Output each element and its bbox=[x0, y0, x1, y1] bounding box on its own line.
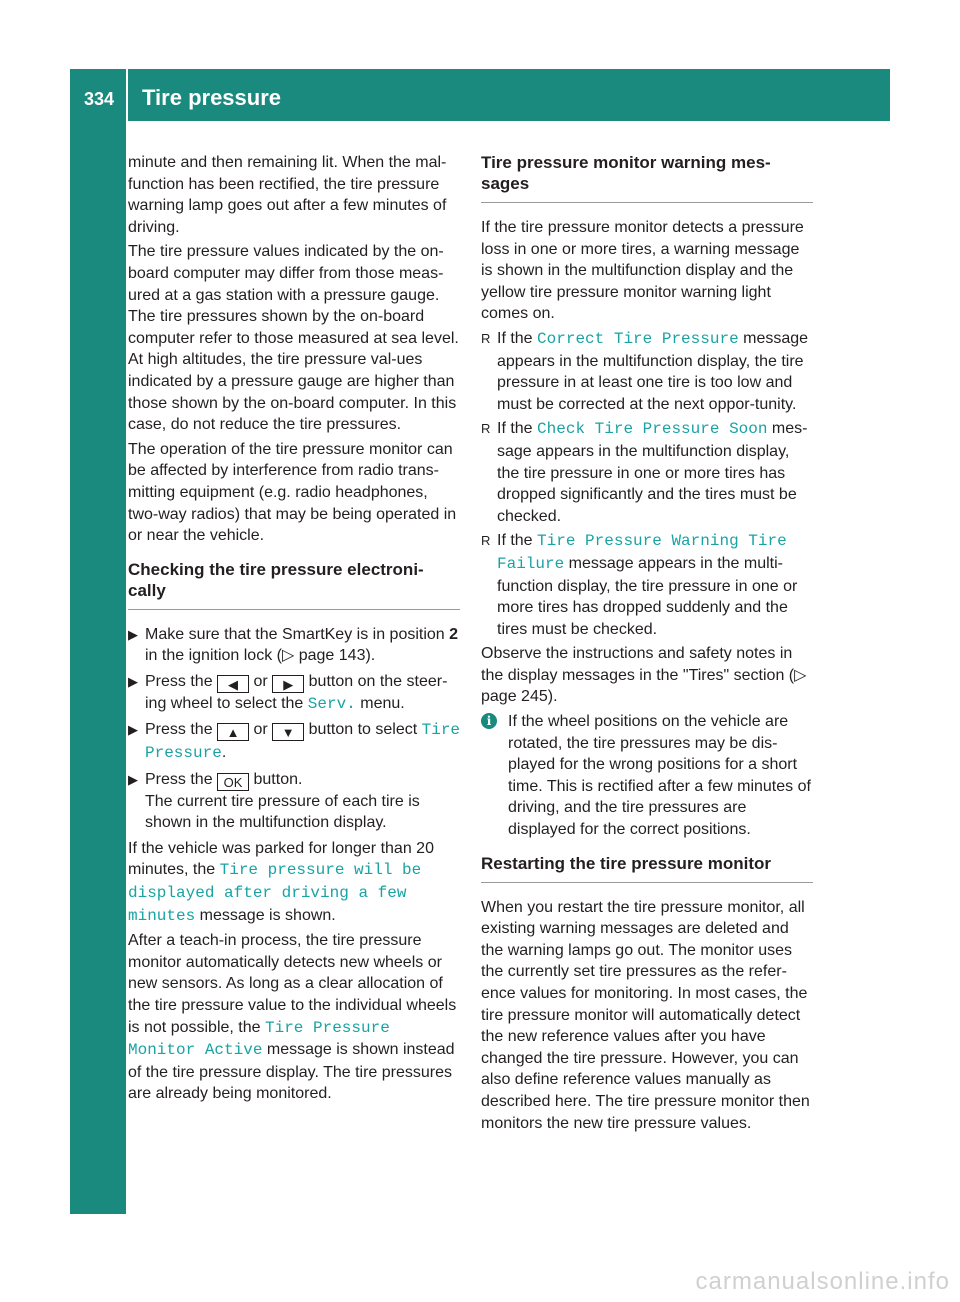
display-message: Tire pressure will be displayed after driving a few minutes bbox=[128, 861, 422, 925]
page-reference-link[interactable]: page 245). bbox=[481, 688, 558, 706]
paragraph: After a teach-in process, the tire pressure monitor automatically detects new wheels or new sensors. As long as a clear allocation of the tire pressure value to the individual wheels is not possible, the Tire Pressure Monitor Active message is shown instead of the tire pressure display. The tire pressures are already being monitored. bbox=[128, 932, 457, 1103]
page-reference-link[interactable]: page 143). bbox=[298, 647, 376, 665]
header-divider bbox=[126, 69, 128, 121]
right-key-icon: ▶ bbox=[272, 675, 304, 693]
bullet-item: R If the Correct Tire Pressure message appears in the multifunction display, the tire pressure in at least one tire is too low and must be corrected at the next oppor-tunity. bbox=[481, 329, 809, 413]
side-bar bbox=[70, 121, 126, 1214]
display-message: Tire Pressure bbox=[145, 721, 461, 763]
bullet-icon: R bbox=[481, 421, 491, 437]
step-arrow-icon: ▶ bbox=[128, 722, 138, 738]
paragraph: When you restart the tire pressure monitor, all existing warning messages are deleted and the warning lamps go out. The monitor uses the currently set tire pressures as the refer-ence values for monitoring. In most cases, the tire pressure monitor will automatically detect the new reference values after you have changed the tire pressure. However, you can also define reference values manually as described here. The tire pressure monitor then monitors the new tire pressure values. bbox=[481, 898, 810, 1132]
step-item: ▶ Press the ▲ or ▼ button to select Tire Pressure. bbox=[128, 721, 461, 763]
info-note: i If the wheel positions on the vehicle are rotated, the tire pressures may be dis-played for the wrong positions for a short time. This is rectified after a few minutes of driving, and the tire pressures are displayed for the correct positions. bbox=[481, 711, 813, 841]
step-item: ▶ Press the ◀ or ▶ button on the steer-ing wheel to select the Serv. menu. bbox=[128, 672, 448, 713]
step-arrow-icon: ▶ bbox=[128, 626, 138, 642]
display-message: Serv. bbox=[307, 694, 356, 713]
heading-restarting: Restarting the tire pressure monitor bbox=[481, 853, 813, 883]
bullet-item: R If the Tire Pressure Warning Tire Failure message appears in the multi-function display, the tire pressure in one or more tires has dropped suddenly and the tires must be checked. bbox=[481, 532, 798, 638]
side-tab-label: Wheels and tires bbox=[85, 302, 110, 478]
ok-key-icon: OK bbox=[217, 773, 249, 791]
paragraph: If the vehicle was parked for longer than 20 minutes, the Tire pressure will be displayed after driving a few minutes message is shown. bbox=[128, 839, 434, 925]
paragraph: If the tire pressure monitor detects a pressure loss in one or more tires, a warning message is shown in the multifunction display and the yellow tire pressure monitor warning light comes on. bbox=[481, 219, 804, 323]
step-item: ▶ Press the OK button. The current tire pressure of each tire is shown in the multifunction display. bbox=[128, 770, 420, 832]
step-arrow-icon: ▶ bbox=[128, 673, 138, 689]
heading-checking: Checking the tire pressure electroni-cally bbox=[128, 559, 460, 610]
info-icon: i bbox=[481, 713, 497, 729]
paragraph: Observe the instructions and safety notes in the display messages in the "Tires" section (▷ page 245). bbox=[481, 645, 807, 706]
display-message: Correct Tire Pressure bbox=[537, 329, 739, 348]
page-ref-icon: ▷ bbox=[281, 647, 295, 665]
down-key-icon: ▼ bbox=[272, 723, 304, 741]
paragraph: minute and then remaining lit. When the mal-function has been rectified, the tire pressure warning lamp goes out after a few minutes of driving. bbox=[128, 154, 447, 236]
bullet-icon: R bbox=[481, 330, 491, 346]
left-key-icon: ◀ bbox=[217, 675, 249, 693]
up-key-icon: ▲ bbox=[217, 723, 249, 741]
page-ref-icon: ▷ bbox=[794, 666, 807, 684]
left-column bbox=[128, 152, 460, 1108]
right-column bbox=[481, 152, 813, 1137]
watermark: carmanualsonline.info bbox=[695, 1268, 950, 1295]
paragraph: The operation of the tire pressure monitor can be affected by interference from radio trans-mitting equipment (e.g. radio headphones, two-way radios) that may be being operated in or near the vehicle. bbox=[128, 440, 457, 545]
display-message: Check Tire Pressure Soon bbox=[537, 420, 768, 439]
step-arrow-icon: ▶ bbox=[128, 771, 138, 787]
paragraph: The tire pressure values indicated by the on-board computer may differ from those meas-ured at a gas station with a pressure gauge. The tire pressures shown by the on-board computer refer to those measured at sea level. At high altitudes, the tire pressure val-ues indicated by a pressure gauge are higher than those shown by the on-board computer. In this case, do not reduce the tire pressures. bbox=[128, 243, 459, 434]
step-item: ▶ Make sure that the SmartKey is in position 2 in the ignition lock (▷ page 143). bbox=[128, 625, 459, 665]
display-message: Tire Pressure Monitor Active bbox=[128, 1018, 390, 1060]
section-title: Tire pressure bbox=[142, 85, 282, 110]
bullet-item: R If the Check Tire Pressure Soon mes-sage appears in the multifunction display, the tire pressure in one or more tires has dropped significantly and the tires must be checked. bbox=[481, 420, 808, 525]
bullet-icon: R bbox=[481, 533, 491, 549]
display-message: Tire Pressure Warning Tire Failure bbox=[497, 532, 787, 573]
side-block bbox=[70, 1158, 126, 1214]
page-number: 334 bbox=[84, 89, 115, 109]
heading-warning-messages: Tire pressure monitor warning mes-sages bbox=[481, 152, 813, 203]
